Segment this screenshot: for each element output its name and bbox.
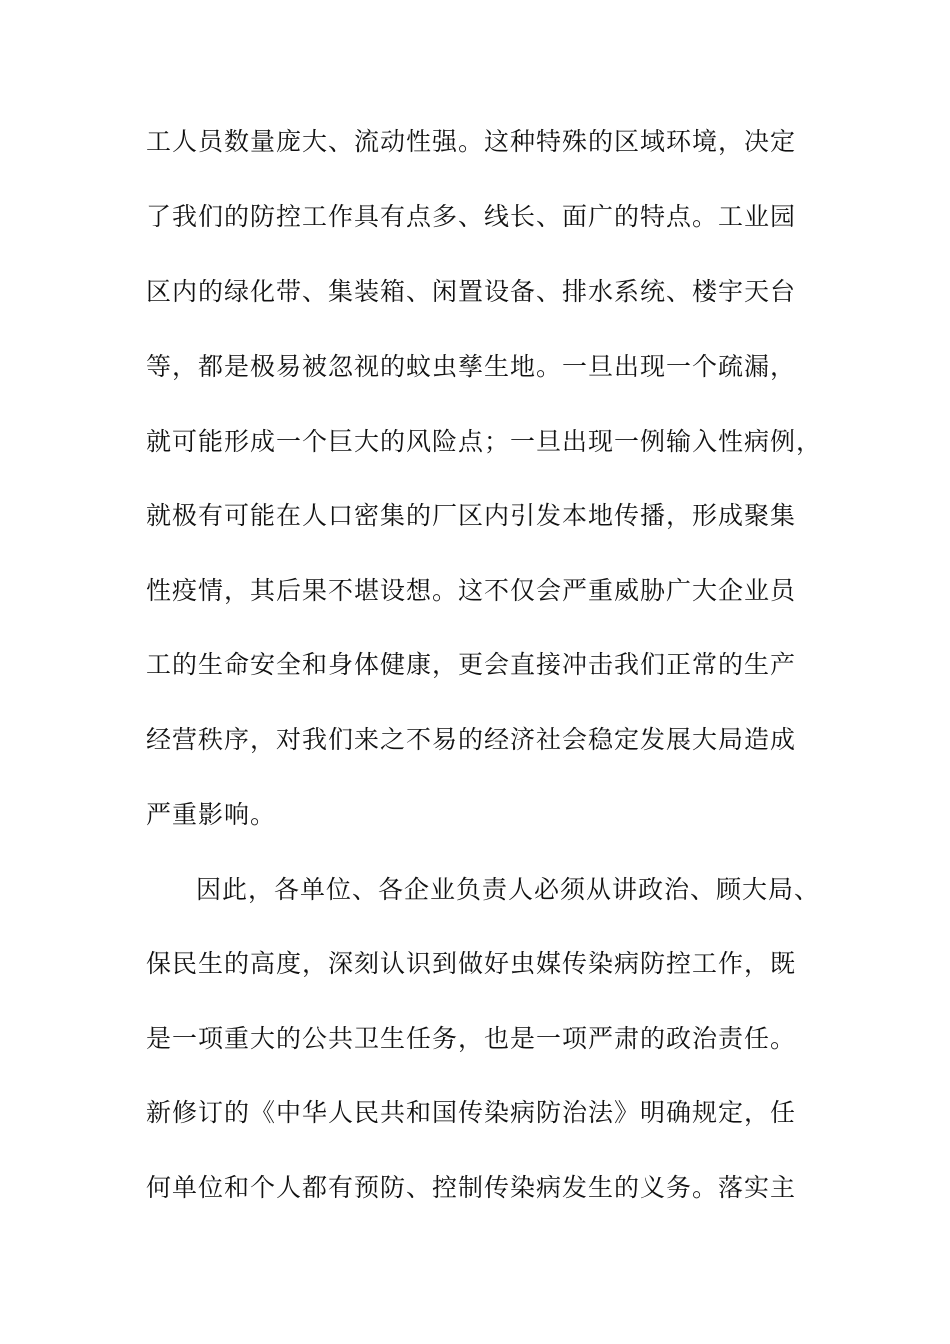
text-line: 性疫情，其后果不堪设想。这不仅会严重威胁广大企业员 xyxy=(146,576,797,605)
text-line: 工的生命安全和身体健康，更会直接冲击我们正常的生产 xyxy=(146,650,797,679)
text-line: 就可能形成一个巨大的风险点；一旦出现一例输入性病例， xyxy=(146,427,823,456)
text-line: 就极有可能在人口密集的厂区内引发本地传播，形成聚集 xyxy=(146,501,797,530)
text-line: 经营秩序，对我们来之不易的经济社会稳定发展大局造成 xyxy=(146,725,797,754)
text-line: 严重影响。 xyxy=(146,800,277,829)
text-line: 等，都是极易被忽视的蚊虫孳生地。一旦出现一个疏漏， xyxy=(146,352,797,381)
text-line: 区内的绿化带、集装箱、闲置设备、排水系统、楼宇天台 xyxy=(146,277,797,306)
text-line: 了我们的防控工作具有点多、线长、面广的特点。工业园 xyxy=(146,202,797,231)
text-line: 新修订的《中华人民共和国传染病防治法》明确规定，任 xyxy=(146,1098,797,1127)
paragraph-first-line: 因此，各单位、各企业负责人必须从讲政治、顾大局、 xyxy=(196,875,821,904)
text-line: 是一项重大的公共卫生任务，也是一项严肃的政治责任。 xyxy=(146,1024,797,1053)
text-line: 保民生的高度，深刻认识到做好虫媒传染病防控工作，既 xyxy=(146,949,797,978)
text-line: 何单位和个人都有预防、控制传染病发生的义务。落实主 xyxy=(146,1173,797,1202)
text-line: 工人员数量庞大、流动性强。这种特殊的区域环境，决定 xyxy=(146,127,797,156)
